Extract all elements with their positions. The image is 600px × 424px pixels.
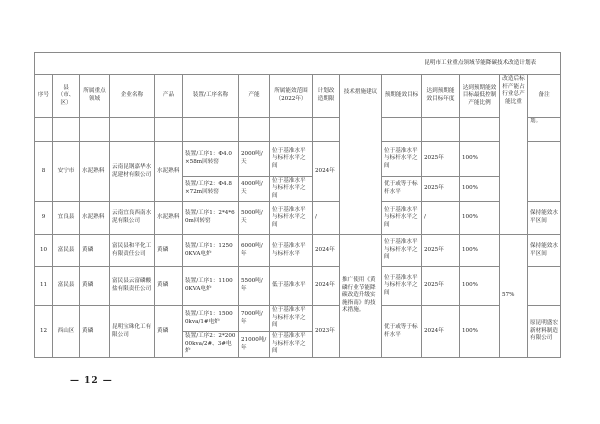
ratio-cell: 100% <box>460 142 500 177</box>
county-cell: 西山区 <box>53 306 80 358</box>
header-cell: 达到预期能效目标年度 <box>422 75 460 118</box>
page-number: — 12 — <box>70 376 113 386</box>
header-cell: 装置/工序名称 <box>183 75 239 118</box>
product-cell: 黄磷 <box>155 306 183 358</box>
capacity-cell: 7000吨/年 <box>239 306 270 332</box>
header-cell: 产能 <box>239 75 270 118</box>
ratio-cell: 100% <box>460 177 500 202</box>
row-number: 10 <box>35 235 53 267</box>
ratio-cell: 100% <box>460 202 500 235</box>
target-cell: 优于或等于标杆水平 <box>382 177 422 202</box>
header-cell: 县（市、区） <box>53 75 80 118</box>
header-cell: 所属能效范围（2022年） <box>270 75 313 118</box>
remark-cell: 划。 <box>528 118 561 142</box>
header-cell: 改造后标杆产能占行业总产能比重 <box>500 75 528 235</box>
table-row <box>35 235 561 267</box>
device-cell: 装置/工序2：Φ4.8×72m回转窑 <box>183 177 239 202</box>
header-cell: 备注 <box>528 75 561 118</box>
remark-cell: 原昆明盛宏新材料制造有限公司 <box>528 306 561 358</box>
table-title: 昆明市工业重点领域节能降碳技术改造计划表 <box>35 53 561 75</box>
table-row <box>35 267 561 306</box>
ratio-cell: 100% <box>460 235 500 267</box>
target-cell: 位于基准水平与标杆水平之间 <box>382 142 422 177</box>
table-row <box>35 118 561 142</box>
device-cell: 装置/工序2：2*20000kva/2#、3#电炉 <box>183 332 239 358</box>
company-cell: 富民县和平化工有限责任公司 <box>110 235 155 267</box>
field-cell: 水泥熟料 <box>80 142 110 202</box>
header-cell: 计划改造期限 <box>313 75 340 118</box>
county-cell: 富民县 <box>53 267 80 306</box>
period-cell: 2023年 <box>313 306 340 358</box>
capacity-cell: 5000吨/天 <box>239 202 270 235</box>
remark-cell <box>528 142 561 202</box>
year-cell: 2025年 <box>422 177 460 202</box>
field-cell: 黄磷 <box>80 235 110 267</box>
efficiency-range-cell: 低于基准水平 <box>270 267 313 306</box>
benchmark-share-cell: 57% <box>500 235 528 358</box>
header-cell: 企业名称 <box>110 75 155 118</box>
header-cell: 所属重点领域 <box>80 75 110 118</box>
capacity-cell: 6000吨/年 <box>239 235 270 267</box>
table-row <box>35 202 561 235</box>
year-cell: 2024年 <box>422 306 460 358</box>
year-cell: 2025年 <box>422 267 460 306</box>
product-cell: 水泥熟料 <box>155 202 183 235</box>
row-number: 11 <box>35 267 53 306</box>
year-cell: / <box>422 202 460 235</box>
header-cell: 产品 <box>155 75 183 118</box>
efficiency-range-cell: 位于基准水平与标杆水平 <box>270 235 313 267</box>
efficiency-range-cell: 位于基准水平与标杆水平之间 <box>270 306 313 332</box>
capacity-cell: 4000吨/天 <box>239 177 270 202</box>
target-cell: 位于基准水平与标杆水平之间 <box>382 202 422 235</box>
period-cell: 2024年 <box>313 267 340 306</box>
table-row <box>35 306 561 332</box>
efficiency-range-cell: 位于基准水平与标杆水平之间 <box>270 332 313 358</box>
device-cell: 装置/工序1：15000kva/1#电炉 <box>183 306 239 332</box>
field-cell: 水泥熟料 <box>80 202 110 235</box>
row-number: 8 <box>35 142 53 202</box>
target-cell: 优于或等于标杆水平 <box>382 306 422 358</box>
efficiency-range-cell: 位于基准水平与标杆水平之间 <box>270 177 313 202</box>
county-cell: 宜良县 <box>53 202 80 235</box>
period-cell: 2024年 <box>313 235 340 267</box>
remark-cell: 保持能效水平区间 <box>528 202 561 235</box>
efficiency-range-cell: 位于基准水平与标杆水平之间 <box>270 142 313 177</box>
header-cell: 序号 <box>35 75 53 118</box>
device-cell: 装置/工序1：Φ4.0×58m回转窑 <box>183 142 239 177</box>
table-row <box>35 142 561 177</box>
capacity-cell: 5500吨/年 <box>239 267 270 306</box>
company-cell: 云南宜良西南水泥有限公司 <box>110 202 155 235</box>
target-cell: 位于基准水平与标杆水平之间 <box>382 235 422 267</box>
remark-cell: 保持能效水平区间 <box>528 235 561 267</box>
row-number: 9 <box>35 202 53 235</box>
device-cell: 装置/工序1：12500KVA电炉 <box>183 235 239 267</box>
device-cell: 装置/工序1：11000KVA电炉 <box>183 267 239 306</box>
capacity-cell: 2000吨/天 <box>239 142 270 177</box>
device-cell: 装置/工序1：2*4*60m回转窑 <box>183 202 239 235</box>
plan-table <box>34 52 561 358</box>
efficiency-range-cell: 位于基准水平与标杆水平之间 <box>270 202 313 235</box>
product-cell: 水泥熟料 <box>155 142 183 202</box>
field-cell: 黄磷 <box>80 306 110 358</box>
remark-cell <box>528 267 561 306</box>
capacity-cell: 21000吨/年 <box>239 332 270 358</box>
header-cell: 预期能效目标 <box>382 75 422 118</box>
product-cell: 黄磷 <box>155 267 183 306</box>
product-cell: 黄磷 <box>155 235 183 267</box>
company-cell: 富民县云富磷酸盐有限责任公司 <box>110 267 155 306</box>
county-cell: 安宁市 <box>53 142 80 202</box>
tech-measure-cell: 推广使用《黄磷行业节能降碳改造升级实施指南》的技术措施。 <box>340 235 382 358</box>
header-row <box>35 75 561 118</box>
field-cell: 黄磷 <box>80 267 110 306</box>
year-cell: 2025年 <box>422 235 460 267</box>
ratio-cell: 100% <box>460 267 500 306</box>
company-cell: 云南昆钢嘉华水泥建材有限公司 <box>110 142 155 202</box>
target-cell: 位于基准水平与标杆水平之间 <box>382 267 422 306</box>
header-cell: 达到预期能效目标最低控制产能比例 <box>460 75 500 118</box>
row-number: 12 <box>35 306 53 358</box>
period-cell: / <box>313 202 340 235</box>
county-cell: 富民县 <box>53 235 80 267</box>
year-cell: 2025年 <box>422 142 460 177</box>
ratio-cell: 100% <box>460 306 500 358</box>
period-cell: 2024年 <box>313 142 340 202</box>
header-cell: 技术措施建议 <box>340 75 382 235</box>
company-cell: 昆明宝珠化工有限公司 <box>110 306 155 358</box>
